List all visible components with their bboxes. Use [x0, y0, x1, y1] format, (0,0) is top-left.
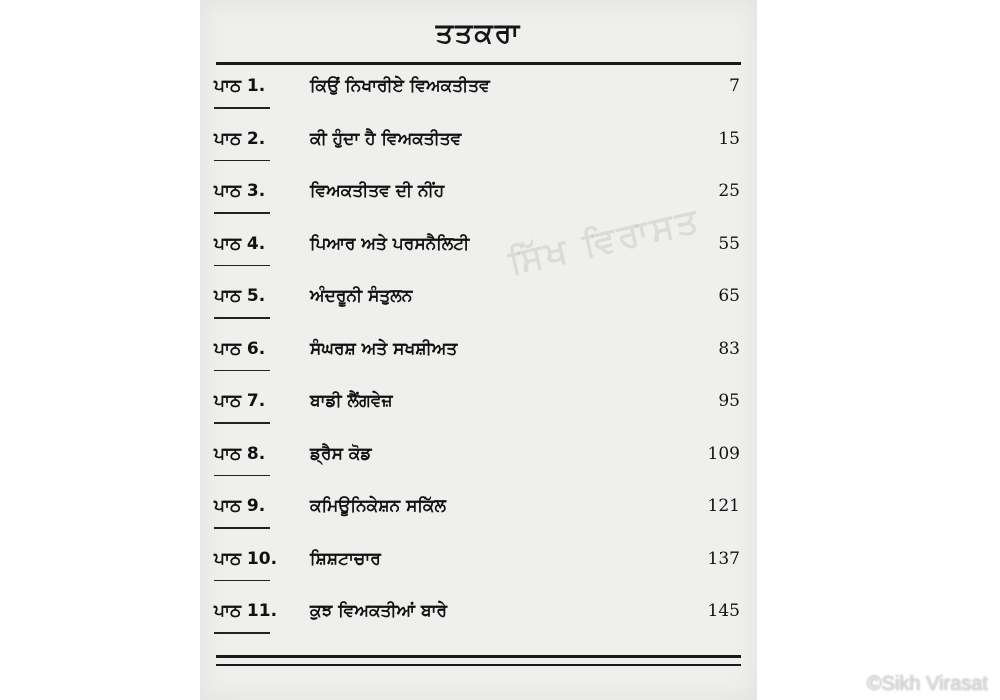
bottom-divider-thick — [216, 655, 741, 658]
page-number: 65 — [718, 286, 740, 306]
copyright-watermark: ©Sikh Virasat — [866, 673, 988, 695]
lesson-underline — [214, 370, 270, 372]
chapter-title: ਕਿਉਂ ਨਿਖਾਰੀਏ ਵਿਅਕਤੀਤਵ — [310, 76, 490, 96]
chapter-title: ਕੀ ਹੁੰਦਾ ਹੈ ਵਿਅਕਤੀਤਵ — [310, 128, 462, 149]
toc-row — [200, 129, 757, 175]
lesson-number: ਪਾਠ 5. — [214, 286, 266, 306]
lesson-underline — [214, 475, 270, 477]
top-divider — [216, 62, 741, 65]
toc-row — [200, 391, 757, 437]
page-number: 145 — [707, 601, 740, 621]
chapter-title: ਅੰਦਰੂਨੀ ਸੰਤੁਲਨ — [310, 286, 413, 306]
page-number: 55 — [718, 233, 740, 254]
lesson-underline — [214, 160, 270, 162]
toc-row — [200, 549, 757, 595]
lesson-number: ਪਾਠ 6. — [214, 338, 266, 359]
lesson-number: ਪਾਠ 10. — [214, 548, 278, 569]
page-number: 121 — [707, 496, 740, 516]
page-number: 109 — [707, 443, 740, 464]
toc-row — [200, 76, 757, 122]
page-number: 83 — [718, 338, 740, 359]
page-number: 7 — [729, 76, 740, 96]
lesson-underline — [214, 107, 270, 109]
lesson-number: ਪਾਠ 8. — [214, 443, 266, 464]
chapter-title: ਸੰਘਰਸ਼ ਅਤੇ ਸਖਸ਼ੀਅਤ — [310, 338, 458, 359]
lesson-number: ਪਾਠ 7. — [214, 391, 266, 411]
lesson-underline — [214, 212, 270, 214]
lesson-underline — [214, 422, 270, 424]
chapter-title: ਵਿਅਕਤੀਤਵ ਦੀ ਨੀਂਹ — [310, 181, 445, 201]
lesson-underline — [214, 632, 270, 634]
page-number: 25 — [718, 181, 740, 201]
toc-row — [200, 444, 757, 490]
lesson-underline — [214, 317, 270, 319]
lesson-underline — [214, 527, 270, 529]
book-page — [200, 0, 757, 700]
watermark-text: ਸਿੱਖ ਵਿਰਾਸਤ — [505, 200, 705, 283]
lesson-underline — [214, 580, 270, 582]
chapter-title: ਪਿਆਰ ਅਤੇ ਪਰਸਨੈਲਿਟੀ — [310, 233, 470, 254]
page-number: 15 — [718, 128, 740, 149]
chapter-title: ਡ੍ਰੈਸ ਕੋਡ — [310, 443, 372, 464]
chapter-title: ਕੁਝ ਵਿਅਕਤੀਆਂ ਬਾਰੇ — [310, 601, 448, 621]
chapter-title: ਕਮਿਊਨਿਕੇਸ਼ਨ ਸਕਿੱਲ — [310, 496, 446, 516]
lesson-number: ਪਾਠ 4. — [214, 233, 266, 254]
lesson-underline — [214, 265, 270, 267]
lesson-number: ਪਾਠ 11. — [214, 601, 278, 621]
bottom-divider-thin — [216, 664, 741, 666]
lesson-number: ਪਾਠ 3. — [214, 181, 266, 201]
chapter-title: ਸ਼ਿਸ਼ਟਾਚਾਰ — [310, 548, 381, 569]
page-number: 137 — [707, 548, 740, 569]
lesson-number: ਪਾਠ 2. — [214, 128, 266, 149]
lesson-number: ਪਾਠ 9. — [214, 496, 266, 516]
page-title: ਤਤਕਰਾ — [435, 18, 522, 49]
lesson-number: ਪਾਠ 1. — [214, 76, 266, 96]
toc-row — [200, 286, 757, 332]
toc-row — [200, 339, 757, 385]
toc-row — [200, 496, 757, 542]
toc-row — [200, 601, 757, 647]
page-number: 95 — [718, 391, 740, 411]
chapter-title: ਬਾਡੀ ਲੈਂਗਵੇਜ਼ — [310, 391, 393, 411]
